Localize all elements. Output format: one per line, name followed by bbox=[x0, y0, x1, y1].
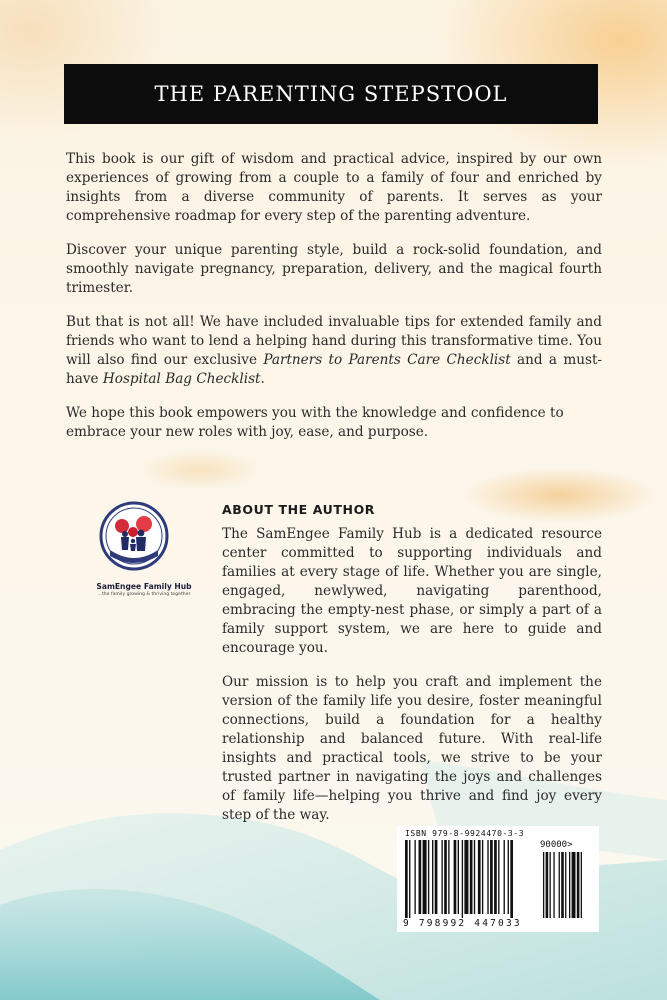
price-barcode-bar bbox=[543, 852, 544, 918]
description-paragraph-3: But that is not all! We have included invaluable tips for extended family and friends who want to lend a helping hand during this transformative time. You will also find our exclusive Partners to Parents Care Checklist and a must-have Hospital Bag Checklist. bbox=[66, 314, 603, 387]
about-paragraph-1: The SamEngee Family Hub is a dedicated resource center committed to supporting individuals and families at every stage of life. Whether you are single, engaged, newlywed, navigating parenthood, embracing the empty-nest phase, or simply a part of a family support system, we are here to guide and encourage you. bbox=[222, 526, 602, 656]
barcode-bar bbox=[478, 840, 481, 914]
hospital-bag-checklist-title: Hospital Bag Checklist bbox=[102, 371, 261, 387]
price-barcode-bar bbox=[550, 852, 551, 918]
barcode-bar bbox=[448, 840, 449, 914]
barcode-bar bbox=[470, 840, 473, 914]
price-barcode-bar bbox=[569, 852, 570, 918]
price-barcode-bar bbox=[577, 852, 580, 918]
description-paragraph-1: This book is our gift of wisdom and practical advice, inspired by our own experiences of growing from a couple to a family of four and enriched by insights from a diverse community of parents. It serves as your comprehensive roadmap for every step of the parenting adventure. bbox=[66, 151, 602, 224]
about-paragraph-2: Our mission is to help you craft and implement the version of the family life you desire, foster meaningful connections, build a foundation for a healthy relationship and balanced future. With real-life insights and practical tools, we strive to be your trusted partner in navigating the joys and challenges of family life—helping you thrive and find joy every step of the way. bbox=[222, 674, 602, 823]
barcode-bar bbox=[435, 840, 438, 914]
price-barcode-bar bbox=[565, 852, 566, 918]
about-heading: ABOUT THE AUTHOR bbox=[222, 502, 376, 517]
book-title: THE PARENTING STEPSTOOL bbox=[154, 82, 508, 106]
isbn-barcode bbox=[397, 826, 599, 932]
price-barcode-bar bbox=[559, 852, 560, 918]
barcode-bars bbox=[397, 826, 599, 932]
isbn-number: ISBN 979-8-9924470-3-3 bbox=[405, 829, 525, 838]
book-title-bar bbox=[64, 64, 598, 124]
barcode-bar bbox=[487, 840, 488, 914]
barcode-bar bbox=[494, 840, 497, 914]
barcode-bar bbox=[428, 840, 429, 914]
barcode-bar bbox=[409, 840, 410, 918]
logo-tagline: ...the family growing & thriving together bbox=[97, 592, 191, 597]
price-barcode-bar bbox=[561, 852, 564, 918]
book-description bbox=[66, 150, 602, 457]
barcode-bar bbox=[474, 840, 475, 914]
price-barcode-bar bbox=[546, 852, 549, 918]
about-the-author bbox=[222, 500, 602, 840]
barcode-bar bbox=[419, 840, 422, 914]
barcode-bar bbox=[504, 840, 505, 914]
barcode-bar bbox=[454, 840, 457, 914]
ean-number: 9 798992 447033 bbox=[403, 918, 522, 929]
barcode-bar bbox=[464, 840, 468, 914]
barcode-bar bbox=[498, 840, 499, 914]
barcode-bar bbox=[444, 840, 447, 914]
price-code: 90000> bbox=[540, 840, 573, 850]
barcode-bar bbox=[432, 840, 433, 914]
barcode-bar bbox=[405, 840, 408, 918]
description-paragraph-2: Discover your unique parenting style, build a rock-solid foundation, and smoothly navigate pregnancy, preparation, delivery, and the magical fourth trimester. bbox=[66, 242, 602, 296]
barcode-bar bbox=[490, 840, 493, 914]
barcode-bar bbox=[414, 840, 415, 914]
description-paragraph-4: We hope this book empowers you with the knowledge and confidence to embrace your new roles with joy, ease, and purpose. bbox=[66, 405, 564, 440]
barcode-bar bbox=[510, 840, 513, 918]
care-checklist-title: Partners to Parents Care Checklist bbox=[263, 352, 511, 368]
price-barcode-bar bbox=[581, 852, 582, 918]
barcode-bar bbox=[508, 840, 509, 914]
barcode-bar bbox=[458, 840, 459, 914]
logo-name: SamEngee Family Hub bbox=[96, 582, 192, 591]
price-barcode-bar bbox=[572, 852, 576, 918]
price-barcode-bar bbox=[553, 852, 554, 918]
barcode-bar bbox=[423, 840, 427, 914]
family-hub-logo bbox=[84, 500, 204, 620]
barcode-bar bbox=[462, 840, 463, 918]
barcode-bar bbox=[482, 840, 483, 914]
barcode-bar bbox=[441, 840, 442, 914]
